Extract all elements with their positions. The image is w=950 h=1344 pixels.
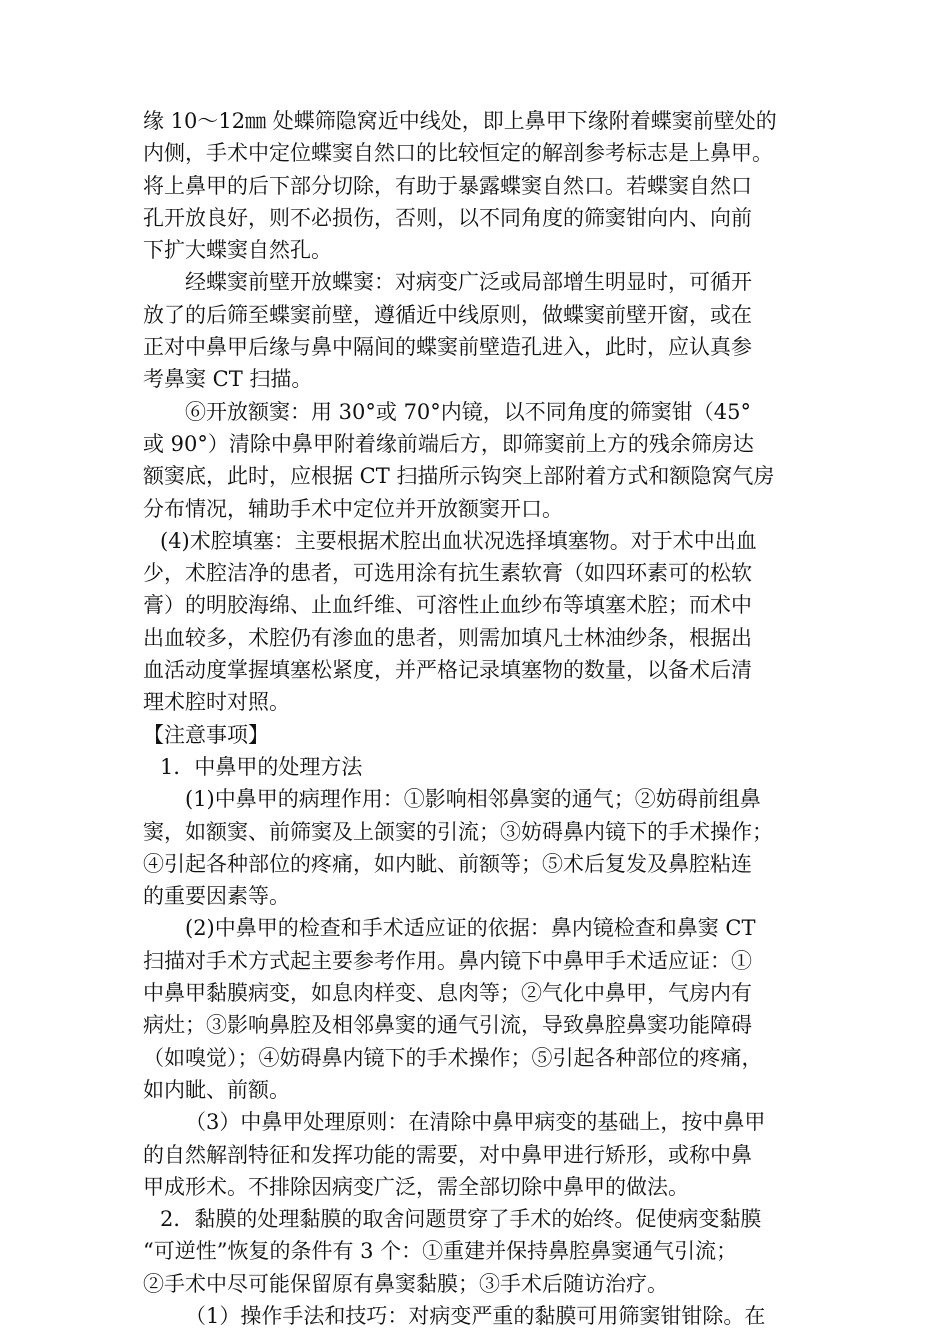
text-line: 血活动度掌握填塞松紧度，并严格记录填塞物的数量，以备术后清 bbox=[143, 658, 752, 683]
text-line: 正对中鼻甲后缘与鼻中隔间的蝶窦前壁造孔进入，此时，应认真参 bbox=[143, 335, 752, 360]
text-line: 【注意事项】 bbox=[143, 722, 269, 747]
text-line: 经蝶窦前壁开放蝶窦：对病变广泛或局部增生明显时，可循开 bbox=[185, 270, 752, 295]
text-line: （3）中鼻甲处理原则：在清除中鼻甲病变的基础上，按中鼻甲 bbox=[185, 1110, 766, 1135]
text-line: 缘 10～12㎜ 处蝶筛隐窝近中线处，即上鼻甲下缘附着蝶窦前壁处的 bbox=[143, 109, 777, 133]
text-line: 放了的后筛至蝶窦前壁，遵循近中线原则，做蝶窦前壁开窗，或在 bbox=[143, 302, 752, 327]
text-line: (1)中鼻甲的病理作用：①影响相邻鼻窦的通气；②妨碍前组鼻 bbox=[185, 787, 761, 812]
text-line: 额窦底，此时，应根据 CT 扫描所示钩突上部附着方式和额隐窝气房 bbox=[143, 464, 775, 489]
text-line: 病灶；③影响鼻腔及相邻鼻窦的通气引流，导致鼻腔鼻窦功能障碍 bbox=[143, 1013, 752, 1038]
text-line: （如嗅觉）；④妨碍鼻内镜下的手术操作；⑤引起各种部位的疼痛， bbox=[143, 1045, 763, 1070]
text-line: 出血较多，术腔仍有渗血的患者，则需加填凡士林油纱条，根据出 bbox=[143, 625, 752, 650]
text-line: 如内眦、前额。 bbox=[143, 1077, 290, 1102]
text-line: (4)术腔填塞：主要根据术腔出血状况选择填塞物。对于术中出血 bbox=[160, 528, 757, 553]
text-line: 下扩大蝶窦自然孔。 bbox=[143, 238, 332, 263]
text-line: 或 90°）清除中鼻甲附着缘前端后方，即筛窦前上方的残余筛房达 bbox=[143, 431, 754, 456]
document-body bbox=[143, 105, 813, 1332]
text-line: 少，术腔洁净的患者，可选用涂有抗生素软膏（如四环素可的松软 bbox=[143, 561, 752, 586]
text-line: 扫描对手术方式起主要参考作用。鼻内镜下中鼻甲手术适应证：① bbox=[143, 948, 752, 973]
text-line: 的重要因素等。 bbox=[143, 884, 290, 909]
text-line: 窦，如额窦、前筛窦及上颌窦的引流；③妨碍鼻内镜下的手术操作； bbox=[143, 819, 773, 844]
text-line: 将上鼻甲的后下部分切除，有助于暴露蝶窦自然口。若蝶窦自然口 bbox=[143, 173, 752, 198]
text-line: 膏）的明胶海绵、止血纤维、可溶性止血纱布等填塞术腔；而术中 bbox=[143, 593, 752, 618]
text-line: ⑥开放额窦：用 30°或 70°内镜，以不同角度的筛窦钳（45° bbox=[185, 399, 752, 424]
text-line: 1．中鼻甲的处理方法 bbox=[160, 754, 363, 779]
text-line: 考鼻窦 CT 扫描。 bbox=[143, 367, 313, 392]
text-line: 分布情况，辅助手术中定位并开放额窦开口。 bbox=[143, 496, 563, 521]
text-line: ②手术中尽可能保留原有鼻窦黏膜；③手术后随访治疗。 bbox=[143, 1271, 668, 1296]
text-line: 2．黏膜的处理黏膜的取舍问题贯穿了手术的始终。促使病变黏膜 bbox=[160, 1207, 762, 1232]
text-line: 的自然解剖特征和发挥功能的需要，对中鼻甲进行矫形，或称中鼻 bbox=[143, 1142, 752, 1167]
text-line: （1）操作手法和技巧：对病变严重的黏膜可用筛窦钳钳除。在 bbox=[185, 1303, 766, 1328]
text-line: 孔开放良好，则不必损伤，否则，以不同角度的筛窦钳向内、向前 bbox=[143, 205, 752, 230]
text-line: 甲成形术。不排除因病变广泛，需全部切除中鼻甲的做法。 bbox=[143, 1174, 689, 1199]
text-line: “可逆性”恢复的条件有 3 个：①重建并保持鼻腔鼻窦通气引流； bbox=[143, 1239, 738, 1264]
text-line: 内侧，手术中定位蝶窦自然口的比较恒定的解剖参考标志是上鼻甲。 bbox=[143, 141, 773, 166]
text-line: (2)中鼻甲的检查和手术适应证的依据：鼻内镜检查和鼻窦 CT bbox=[185, 916, 756, 941]
text-line: 理术腔时对照。 bbox=[143, 690, 290, 715]
text-line: 中鼻甲黏膜病变，如息肉样变、息肉等；②气化中鼻甲，气房内有 bbox=[143, 981, 752, 1006]
text-line: ④引起各种部位的疼痛，如内眦、前额等；⑤术后复发及鼻腔粘连 bbox=[143, 851, 752, 876]
